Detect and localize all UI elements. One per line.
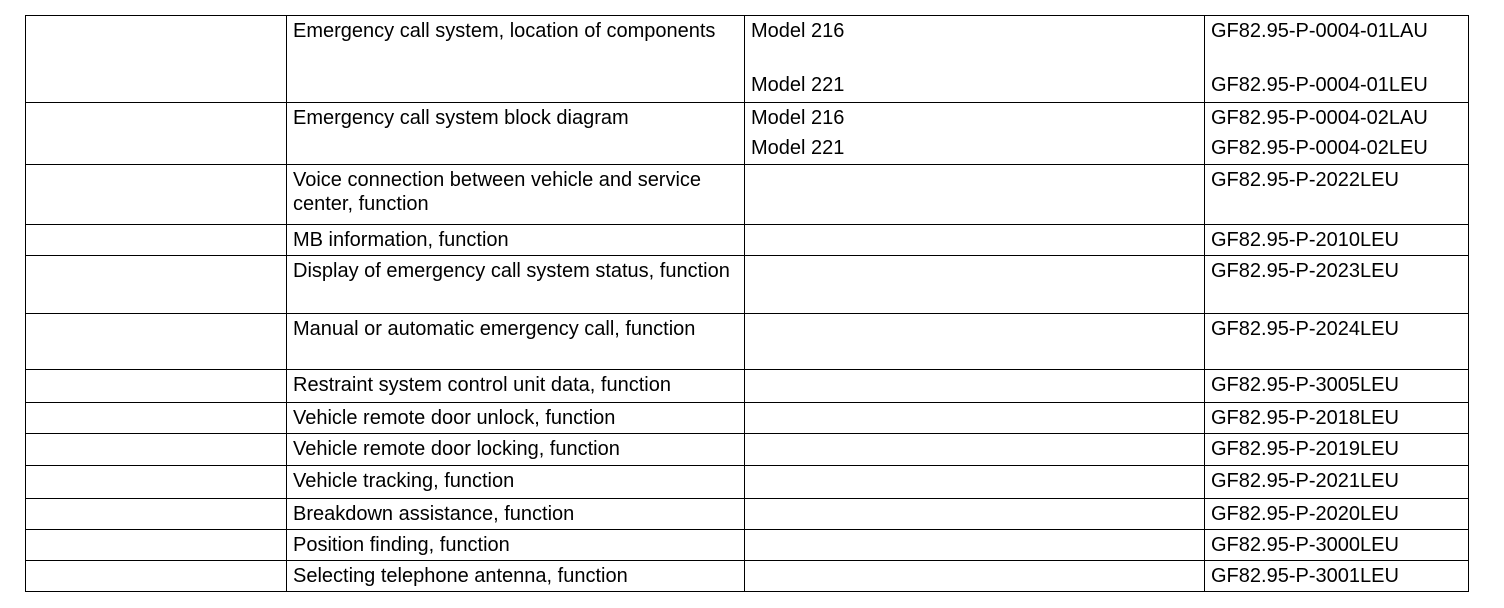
model-label: Model 221 — [751, 74, 845, 96]
table-row — [26, 466, 1469, 499]
spacer — [751, 43, 1198, 73]
doc-link[interactable]: GF82.95-P-2010LEU — [1205, 225, 1469, 256]
empty-cell — [26, 499, 287, 530]
model-cell — [745, 370, 1205, 403]
doc-link[interactable]: GF82.95-P-2018LEU — [1205, 403, 1469, 434]
empty-cell — [26, 165, 287, 225]
empty-cell — [26, 466, 287, 499]
topic-cell: Emergency call system block diagram — [287, 103, 745, 165]
table-row — [26, 16, 1469, 103]
topic-cell: Vehicle remote door locking, function — [287, 434, 745, 466]
topic-cell: Vehicle tracking, function — [287, 466, 745, 499]
doc-link[interactable]: GF82.95-P-0004-01LAU — [1211, 20, 1428, 42]
model-cell — [745, 499, 1205, 530]
doc-link[interactable]: GF82.95-P-2021LEU — [1205, 466, 1469, 499]
table-row — [26, 314, 1469, 370]
model-cell — [745, 466, 1205, 499]
doc-link[interactable]: GF82.95-P-3001LEU — [1205, 561, 1469, 592]
model-label: Model 221 — [751, 137, 845, 159]
model-cell — [745, 434, 1205, 466]
topic-cell: MB information, function — [287, 225, 745, 256]
topic-cell: Display of emergency call system status, function — [287, 256, 745, 314]
table-row — [26, 256, 1469, 314]
doc-link[interactable]: GF82.95-P-2023LEU — [1205, 256, 1469, 314]
empty-cell — [26, 370, 287, 403]
table-row — [26, 403, 1469, 434]
document-reference-table — [25, 15, 1469, 592]
doc-cell — [1205, 16, 1469, 103]
model-cell — [745, 165, 1205, 225]
model-cell — [745, 256, 1205, 314]
topic-cell: Breakdown assistance, function — [287, 499, 745, 530]
model-label: Model 216 — [751, 107, 845, 129]
doc-cell — [1205, 103, 1469, 165]
model-cell — [745, 561, 1205, 592]
empty-cell — [26, 256, 287, 314]
empty-cell — [26, 530, 287, 561]
topic-cell: Manual or automatic emergency call, function — [287, 314, 745, 370]
table-row — [26, 530, 1469, 561]
doc-link[interactable]: GF82.95-P-2024LEU — [1205, 314, 1469, 370]
topic-cell: Selecting telephone antenna, function — [287, 561, 745, 592]
doc-link[interactable]: GF82.95-P-0004-02LEU — [1211, 137, 1428, 159]
model-label: Model 216 — [751, 20, 845, 42]
spacer — [1211, 43, 1462, 73]
table-row — [26, 370, 1469, 403]
empty-cell — [26, 16, 287, 103]
topic-cell: Restraint system control unit data, function — [287, 370, 745, 403]
topic-cell: Emergency call system, location of components — [287, 16, 745, 103]
table-row — [26, 225, 1469, 256]
table-row — [26, 499, 1469, 530]
topic-cell: Vehicle remote door unlock, function — [287, 403, 745, 434]
table-row — [26, 165, 1469, 225]
table-row — [26, 103, 1469, 165]
empty-cell — [26, 561, 287, 592]
doc-link[interactable]: GF82.95-P-3005LEU — [1205, 370, 1469, 403]
table-row — [26, 434, 1469, 466]
empty-cell — [26, 225, 287, 256]
model-cell — [745, 403, 1205, 434]
model-cell — [745, 16, 1205, 103]
doc-link[interactable]: GF82.95-P-0004-02LAU — [1211, 107, 1428, 129]
doc-link[interactable]: GF82.95-P-2020LEU — [1205, 499, 1469, 530]
model-cell — [745, 530, 1205, 561]
empty-cell — [26, 103, 287, 165]
doc-link[interactable]: GF82.95-P-0004-01LEU — [1211, 74, 1428, 96]
topic-cell: Voice connection between vehicle and service center, function — [287, 165, 745, 225]
model-cell — [745, 314, 1205, 370]
table-row — [26, 561, 1469, 592]
doc-link[interactable]: GF82.95-P-2019LEU — [1205, 434, 1469, 466]
empty-cell — [26, 314, 287, 370]
topic-cell: Position finding, function — [287, 530, 745, 561]
doc-link[interactable]: GF82.95-P-3000LEU — [1205, 530, 1469, 561]
model-cell — [745, 225, 1205, 256]
doc-link[interactable]: GF82.95-P-2022LEU — [1205, 165, 1469, 225]
empty-cell — [26, 434, 287, 466]
model-cell — [745, 103, 1205, 165]
empty-cell — [26, 403, 287, 434]
